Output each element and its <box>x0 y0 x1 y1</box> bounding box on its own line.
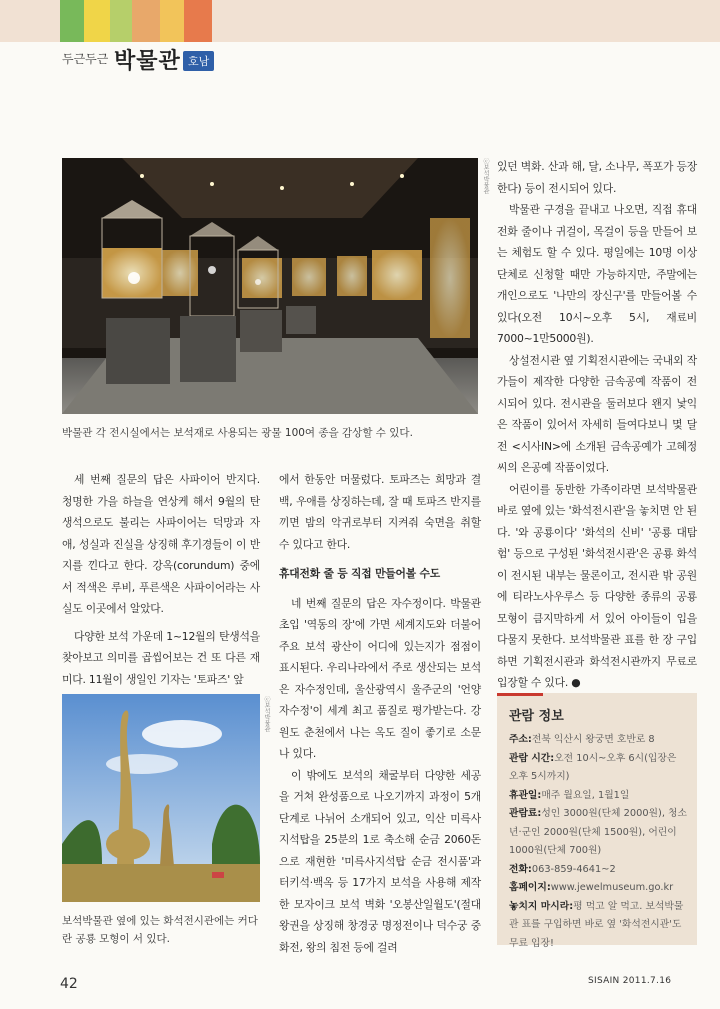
info-value: 매주 월요일, 1월1일 <box>541 789 630 801</box>
section-title: 박물관 <box>114 49 181 74</box>
article-column-2 <box>279 469 481 958</box>
article-column-1 <box>62 469 260 690</box>
color-swatch <box>84 0 110 42</box>
paragraph: 상설전시관 옆 기획전시관에는 국내외 작가들이 제작한 다양한 금속공예 작품이 전시되어 있다. 전시관을 둘러보다 왠지 낯익은 작품이 있어서 자세히 들여다보니 몇 달 전 <시사IN>에 소개된 금속공예가 고혜정씨의 은공예 작품이었다. <box>497 353 697 474</box>
info-label: 홈페이지: <box>509 882 551 893</box>
info-value: 063-859-4641~2 <box>531 863 616 875</box>
page-number: 42 <box>60 976 78 992</box>
magazine-issue: SISAIN 2011.7.16 <box>588 976 672 986</box>
color-swatch <box>110 0 132 42</box>
dinosaur-illustration <box>62 694 260 902</box>
info-row-tip <box>509 898 687 954</box>
color-swatch <box>60 0 84 42</box>
info-value: 평 먹고 알 먹고. 보석박물관 표를 구입하면 바로 옆 '화석전시관'도 무료 입장! <box>509 900 684 949</box>
bottom-photo-caption: 보석박물관 옆에 있는 화석전시관에는 커다란 공룡 모형이 서 있다. <box>62 915 258 945</box>
color-swatch <box>160 0 184 42</box>
region-badge: 호남 <box>183 51 214 71</box>
article-column-3 <box>497 156 697 694</box>
visitor-info-box <box>497 693 697 949</box>
museum-hall-photo <box>62 158 478 414</box>
section-label: 두근두근 <box>62 52 109 66</box>
color-swatch <box>132 0 160 42</box>
info-row-address <box>509 731 687 750</box>
info-value: www.jewelmuseum.go.kr <box>550 882 674 893</box>
paragraph: 있던 벽화. 산과 해, 달, 소나무, 폭포가 등장한다) 등이 전시되어 있다. <box>497 160 697 195</box>
info-label: 주소: <box>509 734 532 745</box>
photo-credit: ⓒ보석박물관 <box>263 696 270 732</box>
info-label: 전화: <box>509 863 532 875</box>
paragraph: 박물관 구경을 끝내고 나오면, 직접 휴대전화 줄이나 귀걸이, 목걸이 등을 만들어 보는 체험도 할 수 있다. 평일에는 10명 이상 단체로 신청할 때만 가능하지만, 주말에는 개인으로도 '나만의 장신구'를 만들어볼 수 있다(오전 10시~오후 5시, 재료비 7000~1만5000원). <box>497 203 697 345</box>
info-value: 오전 10시~오후 6시(입장은 오후 5시까지) <box>509 752 677 782</box>
info-title: 관람 정보 <box>509 709 564 724</box>
info-row-phone <box>509 861 687 880</box>
info-row-website <box>509 879 687 898</box>
paragraph: 다양한 보석 가운데 1~12월의 탄생석을 찾아보고 의미를 곱씹어보는 건 또 다른 재미다. 11월이 생일인 기자는 '토파즈' 앞 <box>62 629 260 686</box>
top-photo-caption: 박물관 각 전시실에서는 보석재로 사용되는 광물 100여 종을 감상할 수 있다. <box>62 427 413 439</box>
subheading: 휴대전화 줄 등 직접 만들어볼 수도 <box>279 567 441 580</box>
info-value: 전북 익산시 왕궁면 호반로 8 <box>531 734 655 745</box>
info-value: 성인 3000원(단체 2000원), 청소년·군인 2000원(단체 1500원), 어린이 1000원(단체 700원) <box>509 808 687 856</box>
info-label: 관람료: <box>509 808 542 819</box>
info-row-hours <box>509 750 687 787</box>
info-accent-bar <box>497 693 543 696</box>
paragraph: 네 번째 질문의 답은 자수정이다. 박물관 초입 '역동의 장'에 가면 세계지도와 더불어 주요 보석 광산이 어디에 있는지가 점점이 표시된다. 우리나라에서 주로 생산되는 보석은 자수정인데, 울산광역시 울주군의 '언양 자수정'이 세계 최고 품질로 평가받는다. 강원도 춘천에서 나는 옥도 질이 좋기로 소문나 있다. <box>279 596 481 760</box>
photo-credit: ⓒ보석박물관 <box>482 158 489 194</box>
info-label: 휴관일: <box>509 789 542 801</box>
paragraph: 이 밖에도 보석의 채굴부터 다양한 세공을 거쳐 완성품으로 나오기까지 과정이 5개 단계로 나뉘어 소개되어 있고, 익산 미륵사지석탑을 25분의 1로 축소해 순금 2060돈으로 재현한 '미륵사지석탑 순금 전시품'과 터키석·백옥 등 17가지 보석을 사용해 제작한 모자이크 보석 벽화 '오봉산일월도'(절대왕권을 상징해 창경궁 명정전이나 덕수궁 중화전, 왕의 침전 등에 걸려 <box>279 768 481 954</box>
museum-hall-illustration <box>62 158 478 414</box>
info-label: 관람 시간: <box>509 752 555 764</box>
paragraph: 어린이를 동반한 가족이라면 보석박물관 바로 옆에 있는 '화석전시관'을 놓치면 안 된다. '와 공룡이다' '화석의 신비' '공룡 대탐험' 등으로 구성된 '화석전시관'은 공룡 화석이 전시된 내부는 물론이고, 전시관 밖 공원에 티라노사우루스 등 다양한 종류의 공룡 모형이 큼지막하게 서 있어 아이들이 입을 다물지 못한다. 보석박물관 표를 한 장 구입하면 기획전시관과 화석전시관까지 무료로 입장할 수 있다. ● <box>497 482 697 689</box>
paragraph: 에서 한동안 머물렀다. 토파즈는 희망과 결백, 우애를 상징하는데, 잘 때 토파즈 반지를 끼면 밤의 악귀로부터 지켜줘 숙면을 취할 수 있다고 한다. <box>279 473 481 551</box>
dinosaur-photo <box>62 694 260 902</box>
paragraph: 세 번째 질문의 답은 사파이어 반지다. 청명한 가을 하늘을 연상케 해서 9월의 탄생석으로도 불리는 사파이어는 덕망과 자애, 성실과 진실을 상징해 후기경들이 이 반지를 낀다고 한다. 강옥(corundum) 중에서 적색은 루비, 푸른색은 사파이어라는 사실도 이곳에서 알았다. <box>62 473 260 615</box>
info-row-fee <box>509 805 687 861</box>
info-label: 놓치지 마시라: <box>509 900 574 912</box>
info-row-closed <box>509 787 687 806</box>
info-body <box>509 731 687 953</box>
color-swatch <box>184 0 212 42</box>
